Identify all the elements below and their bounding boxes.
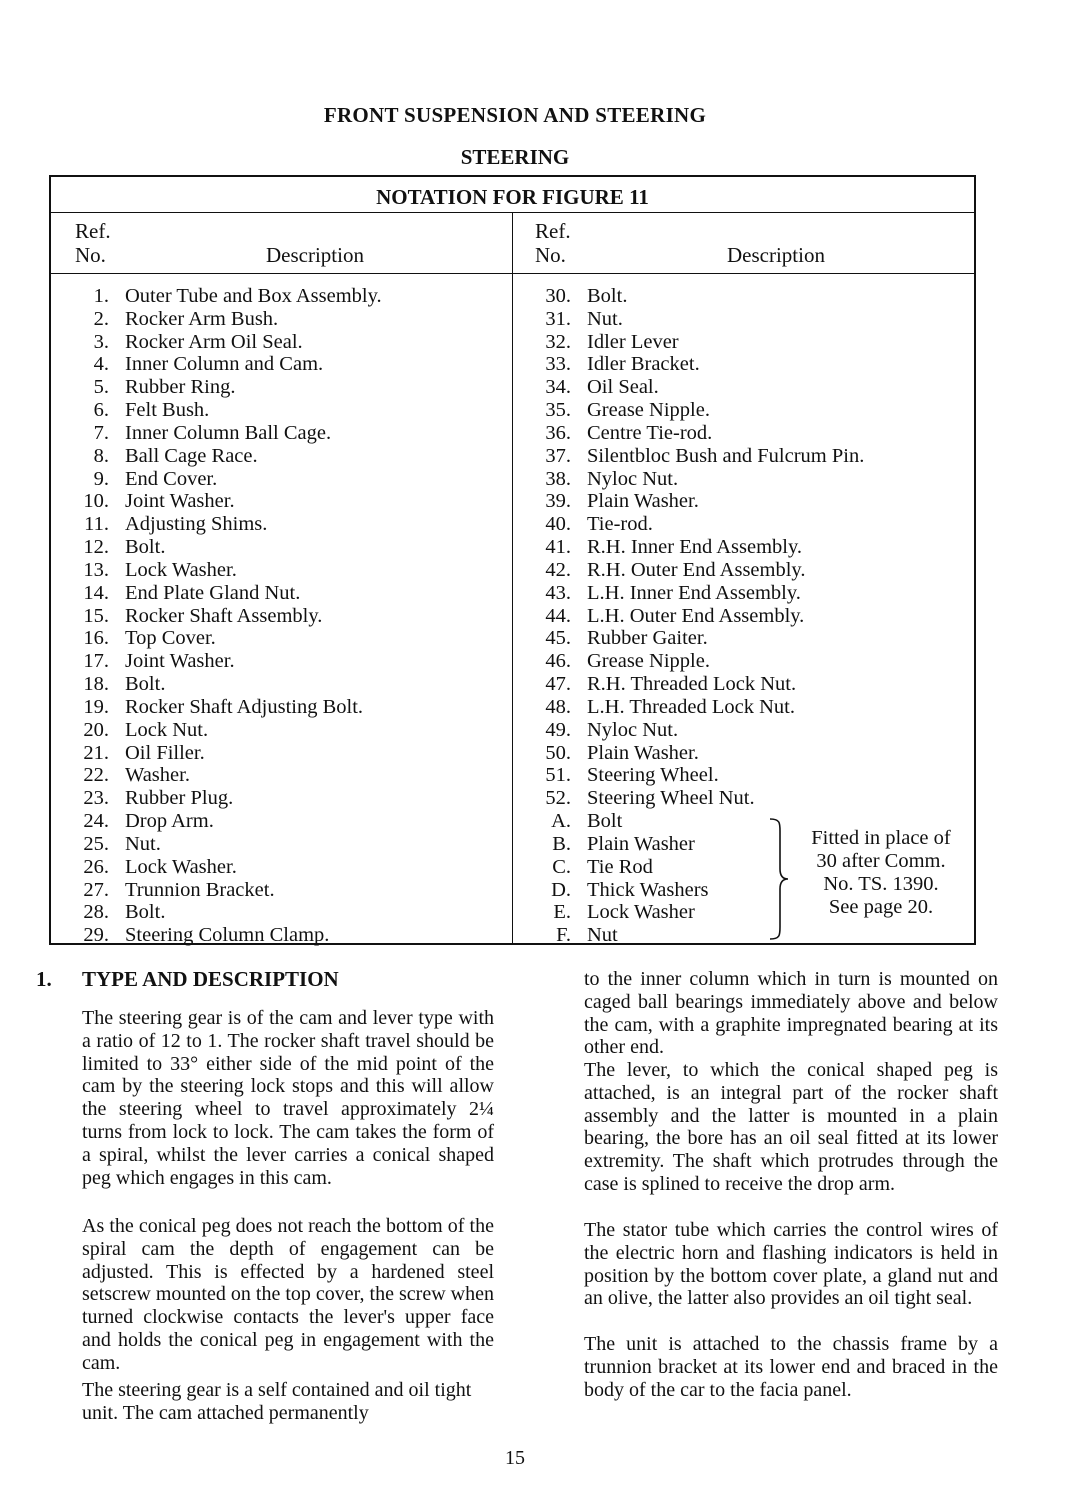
column-header-ref: Ref. No. xyxy=(535,219,571,267)
part-description: Joint Washer. xyxy=(125,650,235,673)
ref-number: 26. xyxy=(83,855,109,878)
part-description: Centre Tie-rod. xyxy=(587,421,713,444)
notation-title: NOTATION FOR FIGURE 11 xyxy=(376,185,649,209)
part-description: Nut xyxy=(587,924,618,947)
ref-number: 13. xyxy=(83,558,109,581)
ref-number: 11. xyxy=(84,513,109,536)
ref-number: A. xyxy=(551,810,571,833)
column-header-ref: Ref. No. xyxy=(75,219,111,267)
ref-number: 28. xyxy=(83,901,109,924)
ref-number: 29. xyxy=(83,924,109,947)
ref-number: D. xyxy=(551,878,571,901)
part-description: Plain Washer xyxy=(587,832,695,855)
part-description: Bolt xyxy=(587,810,623,833)
part-description: Rubber Gaiter. xyxy=(587,627,708,650)
notation-row xyxy=(51,490,971,513)
part-description: Ball Cage Race. xyxy=(125,444,258,467)
part-description: Rocker Shaft Adjusting Bolt. xyxy=(125,695,364,718)
part-description: Adjusting Shims. xyxy=(125,513,268,536)
ref-number: 6. xyxy=(93,399,109,422)
paragraph: The unit is attached to the chassis frame by a trunnion bracket at its lower end and braced in the body of the car to the facia panel. xyxy=(584,1333,998,1401)
part-description: R.H. Threaded Lock Nut. xyxy=(587,673,797,696)
ref-number: 47. xyxy=(545,673,571,696)
ref-number: 31. xyxy=(545,307,571,330)
part-description: Tie Rod xyxy=(587,855,653,878)
part-description: Lock Washer xyxy=(587,901,695,924)
notation-row xyxy=(51,764,971,787)
ref-number: 4. xyxy=(93,353,109,376)
paragraph: The steering gear is a self contained and oil tight unit. The cam attached permanently xyxy=(82,1379,472,1424)
ref-number: E. xyxy=(553,901,571,924)
part-description: Oil Seal. xyxy=(587,376,659,399)
ref-number: 49. xyxy=(545,718,571,741)
paragraph: The lever, to which the conical shaped peg is attached, is an integral part of the rocker shaft assembly and the latter is mounted in a plain bearing, the bore has an oil seal fitted at its lower extremity. The shaft which protrudes through the case is splined to receive the drop arm. xyxy=(584,1059,998,1195)
ref-number: 42. xyxy=(545,558,571,581)
part-description: Nyloc Nut. xyxy=(587,467,679,490)
notation-row xyxy=(51,468,971,491)
ref-number: 2. xyxy=(93,307,109,330)
part-description: Rubber Plug. xyxy=(125,787,234,810)
ref-number: 32. xyxy=(545,330,571,353)
notation-row xyxy=(51,627,971,650)
ref-number: 34. xyxy=(545,376,571,399)
paragraph: The steering gear is of the cam and lever type with a ratio of 12 to 1. The rocker shaft travel should be limited to 33° either side of the mid point of the cam by the steering lock stops and this will allow the steering wheel to travel approximately 2¼ turns from lock to lock. The cam takes the form of a spiral, whilst the lever carries a conical shaped peg which engages in this cam. xyxy=(82,1007,494,1189)
part-description: Top Cover. xyxy=(125,627,216,650)
ref-number: 36. xyxy=(545,421,571,444)
notation-row xyxy=(51,445,971,468)
notation-row xyxy=(51,605,971,628)
notation-row xyxy=(51,331,971,354)
ref-number: 21. xyxy=(83,741,109,764)
ref-number: 52. xyxy=(545,787,571,810)
ref-number: 15. xyxy=(83,604,109,627)
notation-row xyxy=(51,673,971,696)
part-description: Nut. xyxy=(587,307,623,330)
ref-number: 24. xyxy=(83,810,109,833)
ref-number: 3. xyxy=(93,330,109,353)
ref-number: 18. xyxy=(83,673,109,696)
notation-row xyxy=(51,742,971,765)
ref-number: 9. xyxy=(93,467,109,490)
part-description: Plain Washer. xyxy=(587,741,699,764)
part-description: R.H. Inner End Assembly. xyxy=(587,536,803,559)
part-description: Drop Arm. xyxy=(125,810,214,833)
part-description: Grease Nipple. xyxy=(587,650,710,673)
notation-table xyxy=(49,175,976,945)
ref-number: 25. xyxy=(83,832,109,855)
ref-number: 51. xyxy=(545,764,571,787)
section-title: TYPE AND DESCRIPTION xyxy=(82,967,339,991)
ref-number: 22. xyxy=(83,764,109,787)
part-description: Idler Lever xyxy=(587,330,679,353)
ref-number: 14. xyxy=(83,581,109,604)
notation-row xyxy=(51,650,971,673)
notation-row xyxy=(51,513,971,536)
part-description: Nut. xyxy=(125,832,161,855)
part-description: Grease Nipple. xyxy=(587,399,710,422)
part-description: Bolt. xyxy=(125,901,166,924)
notation-row xyxy=(51,399,971,422)
part-description: L.H. Threaded Lock Nut. xyxy=(587,695,795,718)
ref-number: 7. xyxy=(93,421,109,444)
part-description: Washer. xyxy=(125,764,190,787)
ref-number: C. xyxy=(552,855,571,878)
notation-row xyxy=(51,353,971,376)
ref-number: 39. xyxy=(545,490,571,513)
part-description: Thick Washers xyxy=(587,878,709,901)
ref-number: 48. xyxy=(545,695,571,718)
ref-number: 41. xyxy=(545,536,571,559)
page-number: 15 xyxy=(505,1447,525,1469)
right-brace-icon xyxy=(766,817,790,942)
part-description: Tie-rod. xyxy=(587,513,653,536)
notation-row xyxy=(51,422,971,445)
part-description: Lock Washer. xyxy=(125,558,237,581)
notation-row xyxy=(51,787,971,810)
ref-number: 20. xyxy=(83,718,109,741)
ref-number: 37. xyxy=(545,444,571,467)
part-description: Rocker Arm Bush. xyxy=(125,307,279,330)
section-heading: STEERING xyxy=(460,145,570,169)
ref-number: 44. xyxy=(545,604,571,627)
ref-number: 16. xyxy=(83,627,109,650)
part-description: Steering Wheel. xyxy=(587,764,719,787)
ref-number: 17. xyxy=(83,650,109,673)
ref-number: 30. xyxy=(545,285,571,307)
ref-number: 27. xyxy=(83,878,109,901)
ref-number: 5. xyxy=(93,376,109,399)
notation-row xyxy=(51,719,971,742)
part-description: Lock Nut. xyxy=(125,718,209,741)
ref-number: 43. xyxy=(545,581,571,604)
page-title: FRONT SUSPENSION AND STEERING xyxy=(323,103,707,127)
part-description: Oil Filler. xyxy=(125,741,205,764)
part-description: Rubber Ring. xyxy=(125,376,236,399)
ref-number: 10. xyxy=(83,490,109,513)
part-description: Lock Washer. xyxy=(125,855,237,878)
part-description: Steering Wheel Nut. xyxy=(587,787,755,810)
ref-number: 46. xyxy=(545,650,571,673)
ref-number: 50. xyxy=(545,741,571,764)
part-description: Idler Bracket. xyxy=(587,353,700,376)
part-description: Bolt. xyxy=(587,285,628,307)
part-description: Rocker Shaft Assembly. xyxy=(125,604,323,627)
part-description: L.H. Outer End Assembly. xyxy=(587,604,805,627)
notation-row xyxy=(51,924,971,947)
ref-number: 40. xyxy=(545,513,571,536)
ref-number: 12. xyxy=(83,536,109,559)
part-description: Rocker Arm Oil Seal. xyxy=(125,330,303,353)
section-number: 1. xyxy=(36,967,52,991)
ref-number: F. xyxy=(556,924,571,947)
ref-number: 23. xyxy=(83,787,109,810)
paragraph: As the conical peg does not reach the bottom of the spiral cam the depth of engagement can be adjusted. This is effected by a hardened steel setscrew mounted on the top cover, the screw when turned clockwise contacts the lever's upper face and holds the conical peg in engagement with the cam. xyxy=(82,1215,494,1374)
notation-row xyxy=(51,285,971,308)
notation-row xyxy=(51,559,971,582)
part-description: Felt Bush. xyxy=(125,399,210,422)
part-description: Silentbloc Bush and Fulcrum Pin. xyxy=(587,444,865,467)
ref-number: 35. xyxy=(545,399,571,422)
ref-number: 8. xyxy=(93,444,109,467)
ref-number: 19. xyxy=(83,695,109,718)
notation-row xyxy=(51,376,971,399)
part-description: End Cover. xyxy=(125,467,218,490)
part-description: Plain Washer. xyxy=(587,490,699,513)
part-description: Steering Column Clamp. xyxy=(125,924,330,947)
part-description: L.H. Inner End Assembly. xyxy=(587,581,801,604)
fitted-note: Fitted in place of 30 after Comm. No. TS. 1390. See page 20. xyxy=(811,827,951,918)
paragraph: to the inner column which in turn is mounted on caged ball bearings immediately above and below the cam, with a graphite impregnated bearing at its other end. xyxy=(584,968,998,1059)
part-description: End Plate Gland Nut. xyxy=(125,581,301,604)
column-header-description: Description xyxy=(266,243,364,267)
part-description: Nyloc Nut. xyxy=(587,718,679,741)
ref-number: 38. xyxy=(545,467,571,490)
part-description: Inner Column and Cam. xyxy=(125,353,324,376)
ref-number: 1. xyxy=(93,285,109,307)
part-description: R.H. Outer End Assembly. xyxy=(587,558,806,581)
part-description: Outer Tube and Box Assembly. xyxy=(125,285,382,307)
part-description: Inner Column Ball Cage. xyxy=(125,421,332,444)
part-description: Trunnion Bracket. xyxy=(125,878,275,901)
ref-number: 45. xyxy=(545,627,571,650)
notation-row xyxy=(51,582,971,605)
part-description: Joint Washer. xyxy=(125,490,235,513)
notation-row xyxy=(51,308,971,331)
ref-number: B. xyxy=(552,832,571,855)
notation-row xyxy=(51,696,971,719)
column-header-description: Description xyxy=(727,243,825,267)
notation-row xyxy=(51,536,971,559)
ref-number: 33. xyxy=(545,353,571,376)
part-description: Bolt. xyxy=(125,536,166,559)
part-description: Bolt. xyxy=(125,673,166,696)
paragraph: The stator tube which carries the control wires of the electric horn and flashing indicators is held in position by the bottom cover plate, a gland nut and an olive, the latter also provides an oil tight seal. xyxy=(584,1219,998,1310)
